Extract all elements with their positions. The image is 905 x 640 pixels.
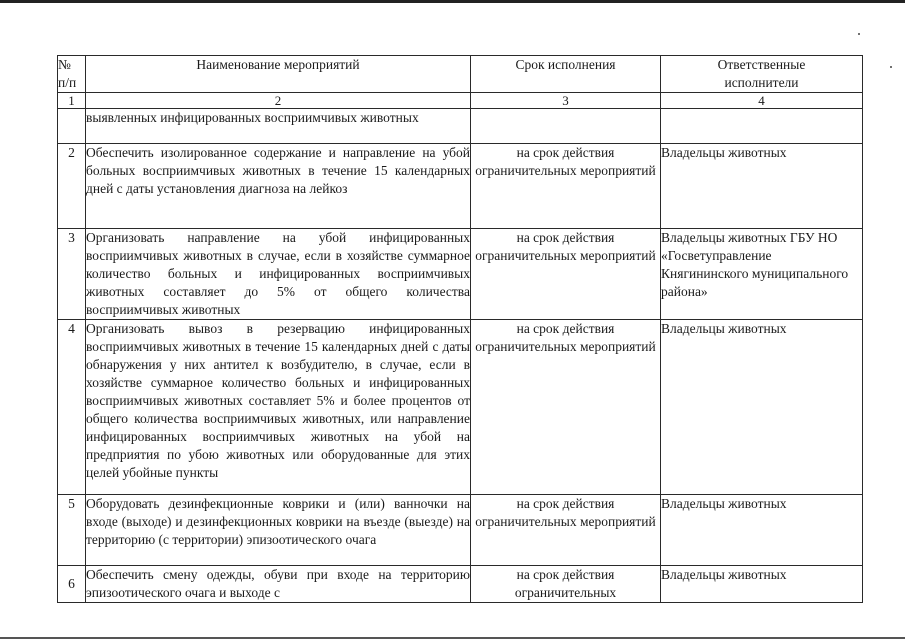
row-number: 5 [58,495,86,566]
row-measure: Организовать вывоз в резервацию инфицированных восприимчивых животных в течение 15 календарных дней с даты обнаружения у них антител к возбудителю, в случае, если в хозяйстве суммарное количество больных и инфицированных восприимчивых животных составляет 5% и более процентов от общего количества восприимчивых животных, или направление инфицированных восприимчивых животных на убой на предприятия по убою животных или оборудованные для этих целей убойные пункты [86,320,471,495]
row-term: на срок действия ограничительных [471,566,661,603]
row-term: на срок действия ограничительных мероприятий [471,320,661,495]
header-responsible: Ответственные исполнители [661,56,863,93]
table-header-row [58,56,863,93]
scan-speck [858,33,860,35]
row-measure: выявленных инфицированных восприимчивых животных [86,109,471,144]
column-number: 1 [58,93,86,109]
row-number: 4 [58,320,86,495]
row-measure: Оборудовать дезинфекционные коврики и (или) ванночки на входе (выходе) и дезинфекционных коврики на въезде (выезде) на территорию (с территории) эпизоотического очага [86,495,471,566]
row-term: на срок действия ограничительных мероприятий [471,229,661,320]
row-responsible: Владельцы животных [661,320,863,495]
measures-table [57,55,863,603]
scan-top-edge [0,0,905,3]
header-term: Срок исполнения [471,56,661,93]
row-measure: Обеспечить изолированное содержание и направление на убой больных восприимчивых животных в течение 15 календарных дней с даты установления диагноза на лейкоз [86,144,471,229]
row-responsible: Владельцы животных [661,566,863,603]
column-number: 4 [661,93,863,109]
row-measure: Обеспечить смену одежды, обуви при входе на территорию эпизоотического очага и выходе с [86,566,471,603]
row-measure: Организовать направление на убой инфицированных восприимчивых животных в случае, если в хозяйстве суммарное количество больных и инфицированных восприимчивых животных составляет до 5% от общего количества восприимчивых животных [86,229,471,320]
table-row [58,109,863,144]
row-number: 2 [58,144,86,229]
row-number [58,109,86,144]
row-number: 3 [58,229,86,320]
table-row [58,229,863,320]
row-term: на срок действия ограничительных мероприятий [471,144,661,229]
table-row [58,566,863,603]
column-number: 3 [471,93,661,109]
row-term [471,109,661,144]
row-responsible: Владельцы животных ГБУ НО «Госветуправление Княгининского муниципального района» [661,229,863,320]
row-responsible: Владельцы животных [661,495,863,566]
scan-bottom-edge [0,637,905,639]
table-row [58,144,863,229]
header-name: Наименование мероприятий [86,56,471,93]
row-number: 6 [58,566,86,603]
column-number-row [58,93,863,109]
header-number: № п/п [58,56,86,93]
row-responsible: Владельцы животных [661,144,863,229]
table-row [58,495,863,566]
scan-speck [890,66,892,68]
column-number: 2 [86,93,471,109]
row-term: на срок действия ограничительных мероприятий [471,495,661,566]
table-row [58,320,863,495]
row-responsible [661,109,863,144]
